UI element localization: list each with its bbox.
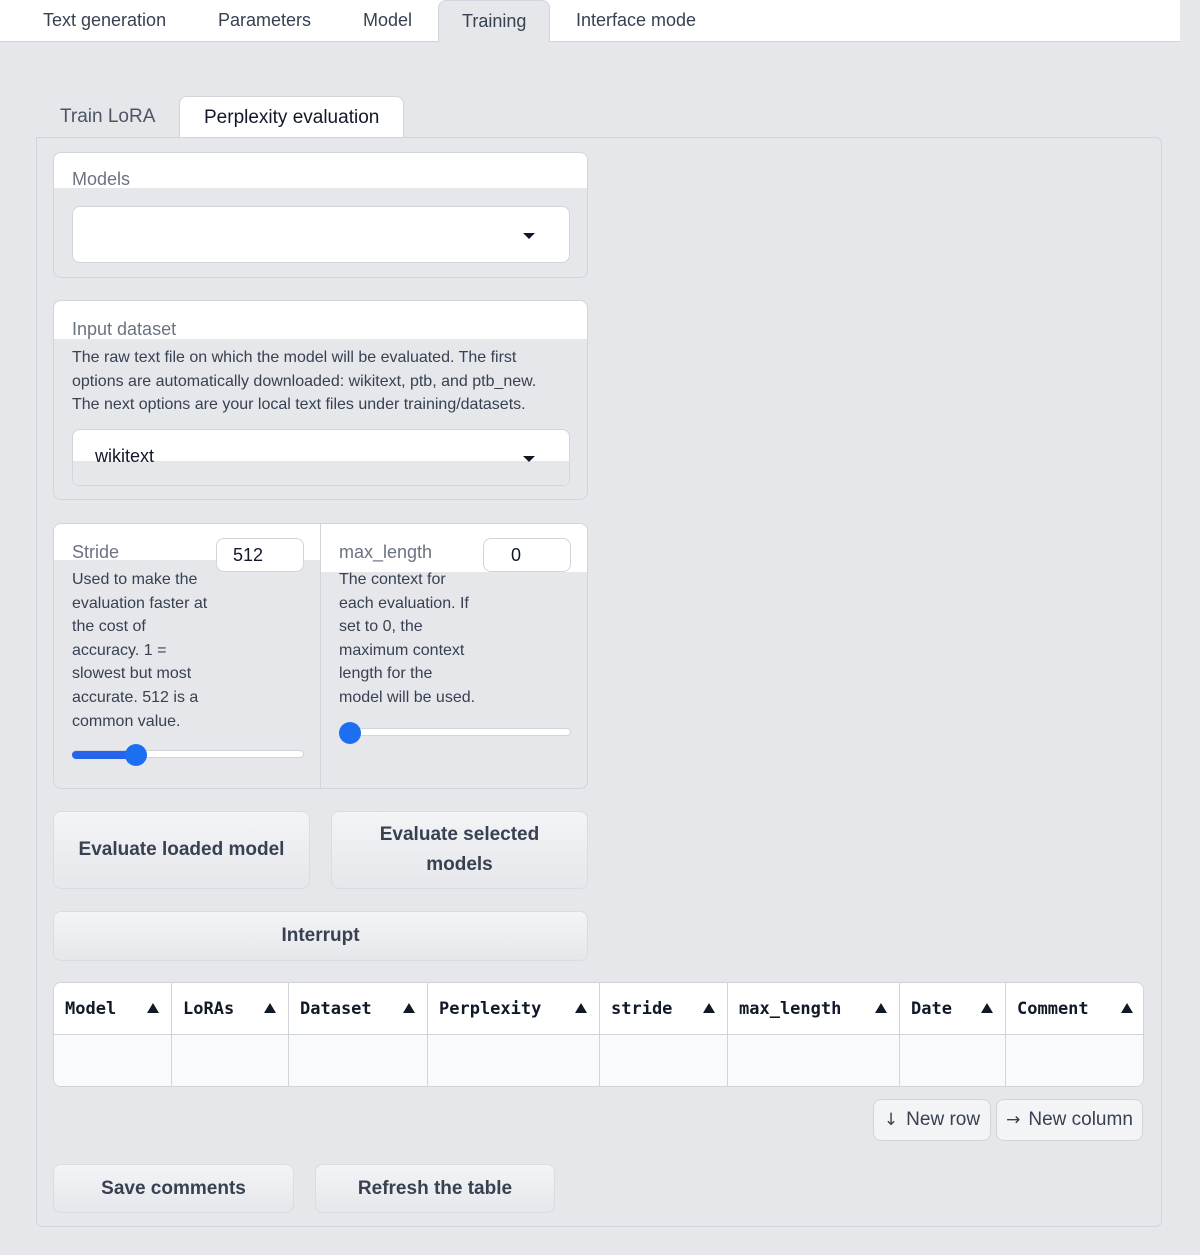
max-length-slider[interactable] (339, 728, 571, 736)
input-dataset-label: Input dataset (72, 319, 177, 339)
caret-down-icon (523, 456, 535, 462)
sort-icon[interactable] (403, 1003, 415, 1013)
column-header-date[interactable]: Date (900, 983, 1006, 1035)
subtab-train-lora[interactable]: Train LoRA (60, 106, 156, 127)
evaluate-loaded-label: Evaluate loaded model (78, 839, 285, 860)
stride-label: Stride (72, 542, 120, 562)
column-header-dataset[interactable]: Dataset (289, 983, 428, 1035)
arrow-down-icon: ↓ (883, 1110, 899, 1130)
evaluate-selected-models-button[interactable] (331, 811, 588, 889)
stride-input[interactable]: 512 (216, 538, 304, 572)
stride-section (54, 524, 321, 789)
table-cell[interactable] (1006, 1035, 1144, 1087)
results-table (53, 982, 1144, 1087)
refresh-table-label: Refresh the table (357, 1177, 513, 1199)
input-dataset-block (53, 300, 588, 500)
models-label: Models (72, 169, 131, 189)
new-column-button[interactable] (996, 1099, 1143, 1141)
top-tab-bar (0, 0, 1180, 42)
sort-icon[interactable] (981, 1003, 993, 1013)
input-dataset-info: The raw text file on which the model will be evaluated. The first options are automatically downloaded: wikitext, ptb, and ptb_new. The next options are your local text files under training/datasets. (72, 349, 537, 414)
evaluate-loaded-model-button[interactable] (53, 811, 310, 889)
models-block (53, 152, 588, 278)
tab-parameters[interactable]: Parameters (218, 10, 312, 30)
column-header-comment[interactable]: Comment (1006, 983, 1144, 1035)
evaluate-selected-label-line1: Evaluate selected (379, 824, 540, 845)
table-header (54, 983, 1143, 1035)
sort-icon[interactable] (147, 1003, 159, 1013)
column-header-max-length[interactable]: max_length (728, 983, 900, 1035)
column-header-perplexity[interactable]: Perplexity (428, 983, 600, 1035)
save-comments-button[interactable] (53, 1164, 294, 1213)
stride-info: Used to make the evaluation faster at the cost of accuracy. 1 = slowest but most accurate. 512 is a common value. (72, 571, 208, 730)
column-header-stride[interactable]: stride (600, 983, 728, 1035)
column-header-loras[interactable]: LoRAs (172, 983, 289, 1035)
new-row-label: New row (906, 1109, 981, 1130)
table-cell[interactable] (172, 1035, 289, 1087)
tab-text-generation[interactable]: Text generation (43, 10, 167, 30)
table-cell[interactable] (428, 1035, 600, 1087)
max-length-label: max_length (339, 542, 433, 562)
dataset-value: wikitext (95, 446, 155, 466)
max-length-section (321, 524, 588, 789)
table-cell[interactable] (728, 1035, 900, 1087)
table-cell[interactable] (54, 1035, 172, 1087)
max-length-input[interactable]: 0 (483, 538, 571, 572)
caret-down-icon (523, 233, 535, 239)
sort-icon[interactable] (264, 1003, 276, 1013)
stride-maxlength-block (53, 523, 588, 789)
new-row-button[interactable] (873, 1099, 991, 1141)
arrow-right-icon: → (1006, 1110, 1021, 1130)
sort-icon[interactable] (703, 1003, 715, 1013)
evaluate-selected-label-line2: models (426, 854, 493, 875)
sort-icon[interactable] (575, 1003, 587, 1013)
column-header-model[interactable]: Model (54, 983, 172, 1035)
refresh-table-button[interactable] (315, 1164, 555, 1213)
save-comments-label: Save comments (101, 1177, 246, 1199)
table-cell[interactable] (289, 1035, 428, 1087)
max-length-info: The context for each evaluation. If set to 0, the maximum context length for the model will be used. (339, 571, 476, 706)
interrupt-button[interactable] (53, 911, 588, 961)
interrupt-label: Interrupt (281, 925, 360, 946)
stride-slider-thumb[interactable] (125, 744, 147, 766)
models-dropdown[interactable] (72, 206, 570, 263)
tab-training[interactable]: Training (438, 0, 550, 42)
tab-interface-mode[interactable]: Interface mode (576, 10, 697, 30)
dataset-dropdown[interactable] (72, 429, 570, 486)
max-length-slider-thumb[interactable] (339, 722, 361, 744)
subtab-perplexity-evaluation[interactable]: Perplexity evaluation (179, 96, 404, 138)
tab-model[interactable]: Model (363, 10, 413, 30)
table-cell[interactable] (900, 1035, 1006, 1087)
sort-icon[interactable] (1121, 1003, 1133, 1013)
new-column-label: New column (1028, 1109, 1133, 1130)
sort-icon[interactable] (875, 1003, 887, 1013)
table-cell[interactable] (600, 1035, 728, 1087)
